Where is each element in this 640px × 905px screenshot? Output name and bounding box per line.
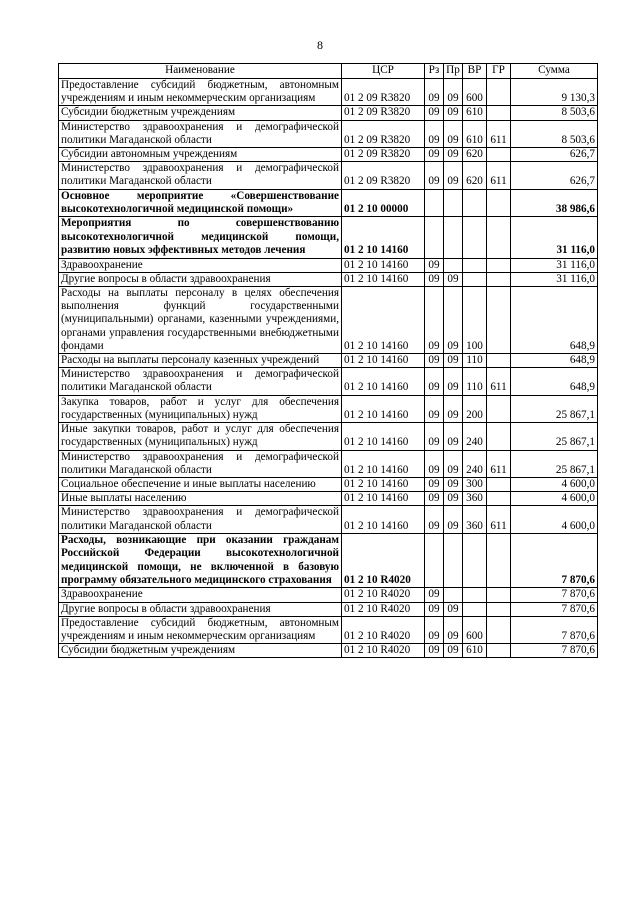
cell-csr: 01 2 10 14160 (342, 287, 425, 354)
cell-pr: 09 (444, 477, 463, 491)
cell-gr: 611 (487, 368, 511, 395)
cell-vr: 110 (463, 354, 487, 368)
cell-name: Иные выплаты населению (59, 492, 342, 506)
cell-vr: 610 (463, 644, 487, 658)
table-row (59, 162, 598, 189)
cell-csr: 01 2 09 R3820 (342, 120, 425, 147)
cell-vr (463, 217, 487, 258)
cell-name: Основное мероприятие «Совершенствование высокотехнологичной медицинской помощи» (59, 189, 342, 217)
cell-vr: 600 (463, 616, 487, 643)
cell-rz: 09 (425, 162, 444, 189)
cell-gr (487, 148, 511, 162)
cell-rz: 09 (425, 588, 444, 602)
cell-sum: 4 600,0 (511, 477, 598, 491)
cell-name: Расходы, возникающие при оказании гражданам Российской Федерации высокотехнологичной медицинской помощи, не включенной в базовую программу обязательного медицинского страхования (59, 533, 342, 588)
cell-sum: 31 116,0 (511, 272, 598, 286)
cell-pr: 09 (444, 272, 463, 286)
cell-rz: 09 (425, 106, 444, 120)
cell-gr (487, 616, 511, 643)
cell-rz: 09 (425, 423, 444, 450)
header-rz: Рз (425, 64, 444, 79)
cell-gr (487, 492, 511, 506)
cell-sum: 25 867,1 (511, 450, 598, 477)
cell-csr: 01 2 10 14160 (342, 354, 425, 368)
cell-name: Министерство здравоохранения и демографической политики Магаданской области (59, 506, 342, 533)
cell-pr: 09 (444, 395, 463, 422)
table-row (59, 533, 598, 588)
cell-vr (463, 533, 487, 588)
cell-name: Расходы на выплаты персоналу казенных учреждений (59, 354, 342, 368)
table-row (59, 258, 598, 272)
table-row (59, 217, 598, 258)
table-header-row (59, 64, 598, 79)
cell-csr: 01 2 09 R3820 (342, 148, 425, 162)
cell-name: Здравоохранение (59, 258, 342, 272)
cell-pr: 09 (444, 287, 463, 354)
cell-name: Мероприятия по совершенствованию высокотехнологичной медицинской помощи, развитию новых эффективных методов лечения (59, 217, 342, 258)
cell-csr: 01 2 10 14160 (342, 217, 425, 258)
cell-rz: 09 (425, 395, 444, 422)
cell-sum: 7 870,6 (511, 616, 598, 643)
cell-csr: 01 2 10 R4020 (342, 602, 425, 616)
table-row (59, 423, 598, 450)
table-row (59, 148, 598, 162)
cell-vr: 600 (463, 79, 487, 106)
cell-pr: 09 (444, 79, 463, 106)
cell-sum: 31 116,0 (511, 217, 598, 258)
cell-csr: 01 2 10 14160 (342, 477, 425, 491)
cell-sum: 31 116,0 (511, 258, 598, 272)
cell-rz: 09 (425, 79, 444, 106)
table-body (59, 79, 598, 658)
table-row (59, 189, 598, 217)
cell-rz: 09 (425, 354, 444, 368)
cell-gr (487, 533, 511, 588)
cell-gr (487, 354, 511, 368)
cell-gr (487, 395, 511, 422)
cell-sum: 4 600,0 (511, 506, 598, 533)
cell-pr: 09 (444, 450, 463, 477)
cell-vr: 240 (463, 423, 487, 450)
cell-gr (487, 287, 511, 354)
cell-pr: 09 (444, 506, 463, 533)
page-number: 8 (317, 38, 323, 52)
cell-name: Министерство здравоохранения и демографической политики Магаданской области (59, 368, 342, 395)
cell-name: Иные закупки товаров, работ и услуг для обеспечения государственных (муниципальных) нужд (59, 423, 342, 450)
table-row (59, 368, 598, 395)
cell-pr (444, 533, 463, 588)
cell-sum: 25 867,1 (511, 423, 598, 450)
table-row (59, 588, 598, 602)
cell-name: Субсидии бюджетным учреждениям (59, 644, 342, 658)
cell-vr: 100 (463, 287, 487, 354)
cell-name: Другие вопросы в области здравоохранения (59, 272, 342, 286)
cell-rz (425, 189, 444, 217)
cell-gr: 611 (487, 506, 511, 533)
cell-gr (487, 644, 511, 658)
header-gr: ГР (487, 64, 511, 79)
cell-gr (487, 258, 511, 272)
cell-sum: 8 503,6 (511, 106, 598, 120)
header-name: Наименование (59, 64, 342, 79)
cell-sum: 648,9 (511, 354, 598, 368)
cell-csr: 01 2 10 R4020 (342, 588, 425, 602)
cell-gr (487, 602, 511, 616)
budget-table (58, 63, 598, 658)
table-row (59, 120, 598, 147)
cell-csr: 01 2 10 00000 (342, 189, 425, 217)
cell-sum: 648,9 (511, 368, 598, 395)
table-row (59, 395, 598, 422)
cell-vr: 110 (463, 368, 487, 395)
cell-gr: 611 (487, 450, 511, 477)
cell-pr: 09 (444, 120, 463, 147)
cell-sum: 648,9 (511, 287, 598, 354)
cell-pr: 09 (444, 162, 463, 189)
cell-csr: 01 2 10 14160 (342, 423, 425, 450)
cell-csr: 01 2 09 R3820 (342, 79, 425, 106)
header-sum: Сумма (511, 64, 598, 79)
header-csr: ЦСР (342, 64, 425, 79)
cell-pr: 09 (444, 148, 463, 162)
cell-rz: 09 (425, 272, 444, 286)
cell-vr: 300 (463, 477, 487, 491)
cell-gr (487, 79, 511, 106)
cell-name: Здравоохранение (59, 588, 342, 602)
cell-sum: 7 870,6 (511, 533, 598, 588)
cell-sum: 7 870,6 (511, 602, 598, 616)
cell-rz: 09 (425, 450, 444, 477)
cell-pr (444, 217, 463, 258)
header-pr: Пр (444, 64, 463, 79)
cell-name: Субсидии бюджетным учреждениям (59, 106, 342, 120)
cell-name: Другие вопросы в области здравоохранения (59, 602, 342, 616)
cell-name: Министерство здравоохранения и демографической политики Магаданской области (59, 120, 342, 147)
cell-pr: 09 (444, 492, 463, 506)
cell-sum: 8 503,6 (511, 120, 598, 147)
cell-rz: 09 (425, 506, 444, 533)
cell-vr (463, 272, 487, 286)
cell-rz (425, 217, 444, 258)
cell-name: Предоставление субсидий бюджетным, автономным учреждениям и иным некоммерческим организациям (59, 616, 342, 643)
table-row (59, 477, 598, 491)
cell-sum: 626,7 (511, 148, 598, 162)
cell-sum: 9 130,3 (511, 79, 598, 106)
cell-sum: 25 867,1 (511, 395, 598, 422)
cell-vr: 610 (463, 106, 487, 120)
cell-rz: 09 (425, 287, 444, 354)
cell-rz: 09 (425, 120, 444, 147)
cell-vr: 200 (463, 395, 487, 422)
cell-rz: 09 (425, 148, 444, 162)
cell-gr (487, 423, 511, 450)
cell-csr: 01 2 10 14160 (342, 368, 425, 395)
cell-csr: 01 2 10 14160 (342, 258, 425, 272)
cell-rz: 09 (425, 477, 444, 491)
cell-gr (487, 106, 511, 120)
cell-rz: 09 (425, 258, 444, 272)
cell-name: Предоставление субсидий бюджетным, автономным учреждениям и иным некоммерческим организациям (59, 79, 342, 106)
cell-pr: 09 (444, 354, 463, 368)
cell-rz: 09 (425, 644, 444, 658)
cell-name: Закупка товаров, работ и услуг для обеспечения государственных (муниципальных) нужд (59, 395, 342, 422)
table-row (59, 272, 598, 286)
table-row (59, 616, 598, 643)
cell-sum: 7 870,6 (511, 588, 598, 602)
cell-csr: 01 2 09 R3820 (342, 106, 425, 120)
cell-name: Социальное обеспечение и иные выплаты населению (59, 477, 342, 491)
cell-pr (444, 588, 463, 602)
cell-gr (487, 217, 511, 258)
cell-pr: 09 (444, 616, 463, 643)
cell-sum: 4 600,0 (511, 492, 598, 506)
cell-csr: 01 2 10 14160 (342, 450, 425, 477)
header-vr: ВР (463, 64, 487, 79)
cell-name: Субсидии автономным учреждениям (59, 148, 342, 162)
cell-vr: 610 (463, 120, 487, 147)
cell-rz: 09 (425, 368, 444, 395)
cell-rz (425, 533, 444, 588)
cell-csr: 01 2 09 R3820 (342, 162, 425, 189)
cell-gr: 611 (487, 162, 511, 189)
cell-csr: 01 2 10 14160 (342, 506, 425, 533)
table-row (59, 492, 598, 506)
cell-vr: 240 (463, 450, 487, 477)
table-row (59, 287, 598, 354)
cell-name: Министерство здравоохранения и демографической политики Магаданской области (59, 162, 342, 189)
cell-rz: 09 (425, 492, 444, 506)
cell-pr: 09 (444, 644, 463, 658)
table-row (59, 79, 598, 106)
cell-vr (463, 189, 487, 217)
cell-rz: 09 (425, 602, 444, 616)
cell-sum: 38 986,6 (511, 189, 598, 217)
cell-pr: 09 (444, 423, 463, 450)
cell-pr: 09 (444, 106, 463, 120)
cell-vr: 620 (463, 162, 487, 189)
cell-pr: 09 (444, 602, 463, 616)
table-row (59, 450, 598, 477)
cell-pr: 09 (444, 368, 463, 395)
cell-gr: 611 (487, 120, 511, 147)
table-row (59, 506, 598, 533)
cell-vr (463, 588, 487, 602)
table-row (59, 644, 598, 658)
table-row (59, 354, 598, 368)
cell-gr (487, 272, 511, 286)
cell-csr: 01 2 10 R4020 (342, 533, 425, 588)
cell-csr: 01 2 10 14160 (342, 272, 425, 286)
table-row (59, 106, 598, 120)
cell-pr (444, 189, 463, 217)
cell-rz: 09 (425, 616, 444, 643)
table-row (59, 602, 598, 616)
cell-sum: 626,7 (511, 162, 598, 189)
cell-vr: 620 (463, 148, 487, 162)
cell-csr: 01 2 10 R4020 (342, 644, 425, 658)
cell-gr (487, 477, 511, 491)
cell-name: Расходы на выплаты персоналу в целях обеспечения выполнения функций государственными (муниципальными) органами, казенными учреждениями, органами управления государственными внебюджетными фондами (59, 287, 342, 354)
cell-gr (487, 189, 511, 217)
cell-csr: 01 2 10 14160 (342, 492, 425, 506)
cell-vr (463, 602, 487, 616)
cell-gr (487, 588, 511, 602)
cell-vr: 360 (463, 506, 487, 533)
cell-csr: 01 2 10 R4020 (342, 616, 425, 643)
cell-name: Министерство здравоохранения и демографической политики Магаданской области (59, 450, 342, 477)
cell-sum: 7 870,6 (511, 644, 598, 658)
cell-vr: 360 (463, 492, 487, 506)
cell-vr (463, 258, 487, 272)
cell-csr: 01 2 10 14160 (342, 395, 425, 422)
cell-pr (444, 258, 463, 272)
